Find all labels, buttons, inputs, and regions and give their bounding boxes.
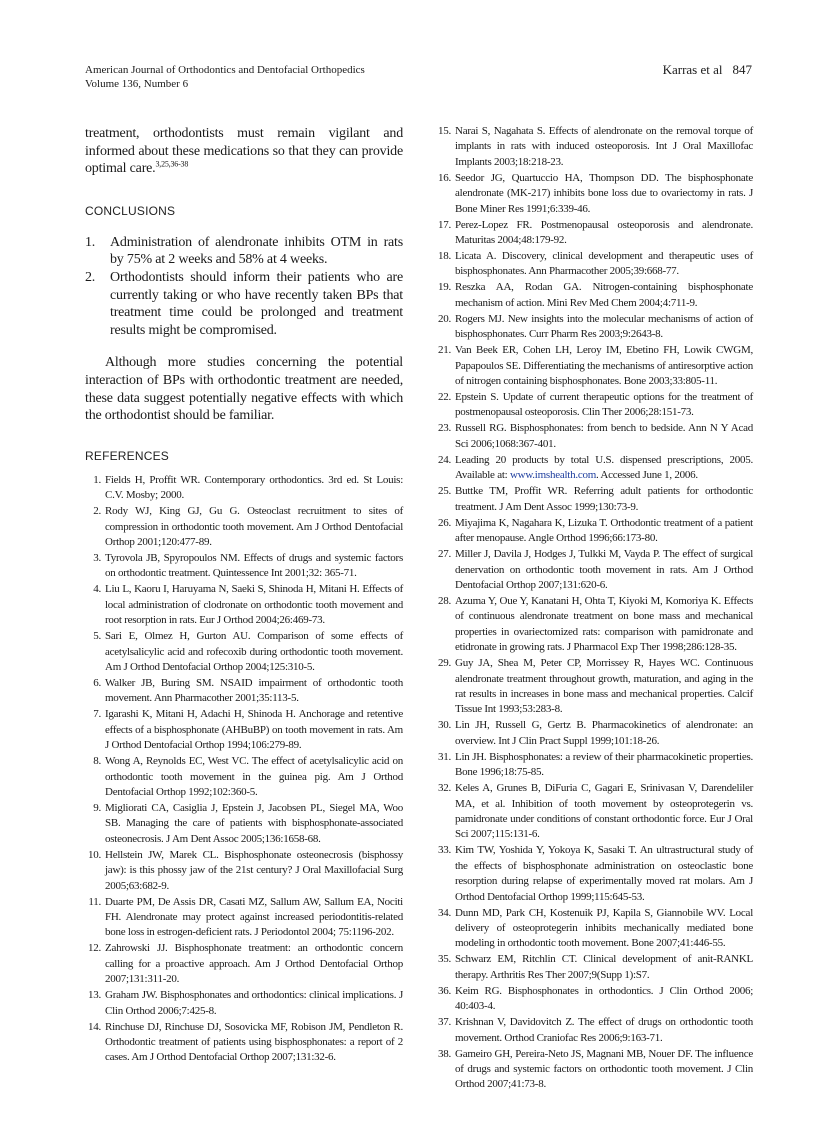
conclusion-item: [85, 269, 403, 339]
running-header: [85, 63, 365, 91]
reference-text: Duarte PM, De Assis DR, Casati MZ, Sallum AW, Sallum EA, Nociti FH. Alendronate may protect against increased periodontitis-related bone loss in estrogen-deficient rats. J Periodontol 2004; 75:1196-202.: [105, 895, 403, 939]
journal-volume: Volume 136, Number 6: [85, 78, 189, 90]
reference-text: Tyrovola JB, Spyropoulos NM. Effects of drugs and systemic factors on orthodontic treatment. Quintessence Int 2001;32: 365-71.: [105, 551, 403, 580]
reference-text: . Accessed June 1, 2006.: [596, 469, 698, 482]
page-number: 847: [732, 62, 752, 77]
reference-item: [435, 1015, 753, 1046]
reference-text: Schwarz EM, Ritchlin CT. Clinical development of anit-RANKL therapy. Arthritis Res Ther 2007;9(Supp 1):S7.: [455, 953, 753, 981]
reference-text: Rinchuse DJ, Rinchuse DJ, Sosovicka MF, Robison JM, Pendleton R. Orthodontic treatment of patients using bisphosphonates: a report of 2 cases. Am J Orthod Dentofacial Orthop 2007;131:32-6.: [105, 1020, 403, 1064]
reference-item: [85, 988, 403, 1019]
reference-number: 24.: [438, 453, 451, 466]
reference-item: [435, 171, 753, 217]
reference-item: [435, 750, 753, 781]
reference-item: [85, 473, 403, 504]
reference-item: [435, 984, 753, 1015]
reference-text: Narai S, Nagahata S. Effects of alendronate on the removal torque of implants in rats with induced osteoporosis. Int J Oral Maxillofac Implants 2003;18:218-23.: [455, 125, 753, 168]
reference-item: [85, 582, 403, 628]
reference-number: 3.: [93, 551, 101, 564]
reference-item: [85, 676, 403, 707]
reference-text: Keim RG. Bisphosphonates in orthodontics. J Clin Orthod 2006; 40:403-4.: [455, 984, 753, 1013]
reference-item: [85, 1020, 403, 1066]
reference-text: Leading 20 products by total U.S. dispensed prescriptions, 2005. Available at:: [455, 453, 753, 482]
reference-item: [85, 941, 403, 987]
reference-number: 8.: [93, 755, 101, 768]
reference-number: 35.: [438, 953, 451, 966]
citation: 3,25,36-38: [155, 159, 189, 169]
reference-item: [435, 453, 753, 484]
reference-number: 33.: [438, 844, 451, 857]
reference-text: Rogers MJ. New insights into the molecular mechanisms of action of bisphosphonates. Curr Pharm Res 2003;9:2643-8.: [455, 312, 753, 341]
reference-text: Lin JH. Bisphosphonates: a review of their pharmacokinetic properties. Bone 1996;18:75-85.: [455, 750, 753, 779]
reference-text: Russell RG. Bisphosphonates: from bench to bedside. Ann N Y Acad Sci 2006;1068:367-401.: [455, 422, 753, 450]
reference-item: [435, 484, 753, 515]
right-column: [435, 124, 753, 1093]
reference-text: Perez-Lopez FR. Postmenopausal osteoporosis and alendronate. Maturitas 2004;48:179-92.: [455, 218, 753, 247]
reference-number: 16.: [438, 171, 451, 184]
reference-text: Hellstein JW, Marek CL. Bisphosphonate osteonecrosis (bisphossy jaw): is this phossy jaw of the 21st century? J Oral Maxillofacial Surg 2005;63:682-9.: [105, 848, 403, 892]
reference-text: Gameiro GH, Pereira-Neto JS, Magnani MB, Nouer DF. The influence of drugs and systemic factors on orthodontic tooth movement. J Clin Orthod 2007;41:73-8.: [455, 1047, 753, 1091]
left-column: [85, 125, 403, 1066]
reference-item: [85, 629, 403, 675]
reference-number: 19.: [438, 281, 451, 294]
reference-number: 12.: [88, 942, 101, 955]
reference-text: Graham JW. Bisphosphonates and orthodontics: clinical implications. J Clin Orthod 2006;7:425-8.: [105, 989, 403, 1017]
conclusions-list: [85, 234, 403, 340]
reference-number: 2.: [93, 505, 101, 518]
reference-number: 4.: [93, 583, 101, 596]
reference-item: [85, 754, 403, 800]
authors: Karras et al: [662, 62, 723, 77]
reference-item: [435, 343, 753, 389]
reference-item: [85, 504, 403, 550]
item-text: Orthodontists should inform their patients who are currently taking or who have recently taken BPs that treatment time could be prolonged and treatment results might be compromised.: [110, 269, 403, 338]
reference-text: Miyajima K, Nagahara K, Lizuka T. Orthodontic treatment of a patient after menopause. Angle Orthod 1996;66:173-80.: [455, 516, 753, 545]
reference-item: [435, 280, 753, 311]
reference-item: [435, 594, 753, 656]
reference-text: Rody WJ, King GJ, Gu G. Osteoclast recruitment to sites of compression in orthodontic tooth movement. Am J Orthod Dentofacial Orthop 2001;120:477-89.: [105, 505, 403, 548]
reference-text: Buttke TM, Proffit WR. Referring adult patients for orthodontic treatment. J Am Dent Assoc 1999;130:73-9.: [455, 485, 753, 513]
reference-item: [85, 801, 403, 847]
page-header-right: [663, 63, 752, 77]
reference-number: 37.: [438, 1016, 451, 1029]
reference-item: [435, 218, 753, 249]
reference-text: Licata A. Discovery, clinical development and therapeutic uses of bisphosphonates. Ann Pharmacother 2005;39:668-77.: [455, 250, 753, 278]
conclusion-item: [85, 234, 403, 269]
reference-text: Van Beek ER, Cohen LH, Leroy IM, Ebetino FH, Lowik CWGM, Papapoulos SE. Differentiating the mechanisms of antiresorptive action of nitrogen containing bisphosphonates. Bone 2003;33:805-11.: [455, 344, 753, 388]
reference-text: Igarashi K, Mitani H, Adachi H, Shinoda H. Anchorage and retentive effects of a bisphosphonate (AHBuBP) on tooth movement in rats. Am J Orthod Dentofacial Orthop 1994;106:279-89.: [105, 708, 403, 752]
reference-number: 18.: [438, 250, 451, 263]
reference-text: Lin JH, Russell G, Gertz B. Pharmacokinetics of alendronate: an overview. Int J Clin Pract Suppl 1999;101:18-26.: [455, 719, 753, 747]
journal-title: American Journal of Orthodontics and Dentofacial Orthopedics: [85, 64, 365, 76]
reference-number: 30.: [438, 719, 451, 732]
reference-text: Migliorati CA, Casiglia J, Epstein J, Jacobsen PL, Siegel MA, Woo SB. Managing the care of patients with bisphosphonate-associated osteonecrosis. J Am Dent Assoc 2005;136:1658-68.: [105, 802, 403, 845]
reference-text: Miller J, Davila J, Hodges J, Tulkki M, Vayda P. The effect of surgical denervation on orthodontic tooth movement in rats. Am J Orthod Dentofacial Orthop 2007;131:620-6.: [455, 548, 753, 591]
reference-text: Seedor JG, Quartuccio HA, Thompson DD. The bisphosphonate alendronate (MK-217) inhibits bone loss due to ovariectomy in rats. J Bone Miner Res 1991;6:339-46.: [455, 171, 753, 215]
reference-item: [435, 249, 753, 280]
reference-item: [435, 124, 753, 170]
reference-item: [435, 906, 753, 952]
reference-number: 10.: [88, 848, 101, 861]
reference-text: Krishnan V, Davidovitch Z. The effect of drugs on orthodontic tooth movement. Orthod Craniofac Res 2006;9:163-71.: [455, 1016, 753, 1044]
reference-text: Sari E, Olmez H, Gurton AU. Comparison of some effects of acetylsalicylic acid and rofecoxib during orthodontic tooth movement. Am J Orthod Dentofacial Orthop 2004;125:310-5.: [105, 630, 403, 673]
reference-text: Keles A, Grunes B, DiFuria C, Gagari E, Srinivasan V, Darendeliler MA, et al. Inhibition of tooth movement by osteoprotegerin vs. pamidronate under conditions of constant orthodontic force. Eur J Oral Sci 2007;115:131-6.: [455, 782, 753, 841]
reference-text: Kim TW, Yoshida Y, Yokoya K, Sasaki T. An ultrastructural study of the effects of bisphosphonate administration on osteoclastic bone resorption during relapse of experimentally moved rat molars. Am J Orthod Dentofacial Orthop 1999;115:645-53.: [455, 844, 753, 903]
reference-item: [85, 848, 403, 894]
reference-number: 13.: [88, 989, 101, 1002]
reference-number: 17.: [438, 218, 451, 231]
references-list-left: [85, 473, 403, 1066]
reference-number: 11.: [88, 895, 101, 908]
reference-text: Walker JB, Buring SM. NSAID impairment of orthodontic tooth movement. Ann Pharmacother 2001;35:113-5.: [105, 676, 403, 705]
reference-item: [85, 551, 403, 582]
reference-number: 29.: [438, 657, 451, 670]
reference-number: 32.: [438, 782, 451, 795]
references-heading: REFERENCES: [85, 448, 170, 463]
reference-text: Reszka AA, Rodan GA. Nitrogen-containing bisphosphonate mechanism of action. Mini Rev Med Chem 2004;4:711-9.: [455, 281, 753, 309]
item-number: 2.: [85, 269, 96, 285]
reference-text: Guy JA, Shea M, Peter CP, Morrissey R, Hayes WC. Continuous alendronate treatment throughout growth, maturation, and aging in the rat results in increases in bone mass and mechanical properties. Calcif Tissue Int 1993;53:283-8.: [455, 657, 753, 716]
item-text: Administration of alendronate inhibits OTM in rats by 75% at 2 weeks and 58% at 4 weeks.: [110, 234, 403, 268]
reference-number: 25.: [438, 485, 451, 498]
reference-text: Liu L, Kaoru I, Haruyama N, Saeki S, Shinoda H, Mitani H. Effects of local administration of clodronate on orthodontic tooth movement and root resorption in rats. Eur J Orthod 2004;26:469-73.: [105, 583, 403, 627]
reference-item: [435, 1047, 753, 1093]
reference-link[interactable]: www.imshealth.com: [509, 469, 597, 482]
reference-number: 6.: [93, 676, 101, 689]
reference-number: 14.: [88, 1020, 101, 1033]
reference-number: 26.: [438, 516, 451, 529]
reference-item: [435, 843, 753, 905]
reference-item: [85, 707, 403, 753]
reference-text: Wong A, Reynolds EC, West VC. The effect of acetylsalicylic acid on orthodontic tooth movement in the guinea pig. Am J Orthod Dentofacial Orthop 1992;102:360-5.: [105, 755, 403, 798]
reference-number: 36.: [438, 984, 451, 997]
reference-number: 20.: [438, 312, 451, 325]
reference-number: 34.: [438, 906, 451, 919]
reference-item: [435, 516, 753, 547]
reference-item: [435, 718, 753, 749]
references-list-right: [435, 124, 753, 1093]
reference-item: [435, 421, 753, 452]
intro-text: treatment, orthodontists must remain vigilant and informed about these medications so that they can provide optimal care.: [85, 126, 403, 177]
reference-text: Zahrowski JJ. Bisphosphonate treatment: an orthodontic concern calling for a proactive approach. Am J Orthod Dentofacial Orthop 2007;131:311-20.: [105, 942, 403, 986]
reference-item: [435, 312, 753, 343]
conclusions-heading: CONCLUSIONS: [85, 203, 176, 218]
reference-item: [435, 656, 753, 718]
reference-text: Dunn MD, Park CH, Kostenuik PJ, Kapila S, Giannobile WV. Local delivery of osteoprotegerin inhibits mechanically mediated bone modeling in orthodontic tooth movement. Bone 2007;41:446-55.: [455, 906, 753, 950]
reference-number: 9.: [93, 802, 101, 814]
reference-number: 21.: [438, 344, 451, 357]
item-number: 1.: [85, 234, 96, 250]
reference-number: 27.: [438, 548, 451, 561]
reference-item: [435, 390, 753, 421]
reference-number: 5.: [93, 630, 101, 643]
intro-paragraph: [85, 125, 403, 178]
reference-text: Fields H, Proffit WR. Contemporary orthodontics. 3rd ed. St Louis: C.V. Mosby; 2000.: [105, 473, 403, 502]
reference-item: [85, 895, 403, 941]
reference-number: 15.: [438, 125, 451, 137]
reference-number: 23.: [438, 422, 451, 435]
reference-number: 31.: [438, 750, 451, 763]
reference-item: [435, 952, 753, 983]
reference-number: 38.: [438, 1047, 451, 1060]
reference-item: [435, 781, 753, 843]
conclusion-paragraph: Although more studies concerning the potential interaction of BPs with orthodontic treatment are needed, these data suggest potentially negative effects with which the orthodontist should be familiar.: [85, 355, 403, 424]
reference-number: 22.: [438, 391, 451, 404]
reference-number: 7.: [93, 708, 101, 721]
reference-item: [435, 547, 753, 593]
reference-number: 28.: [438, 594, 451, 607]
reference-number: 1.: [93, 473, 101, 486]
reference-text: Epstein S. Update of current therapeutic options for the treatment of postmenopausal osteoporosis. Clin Ther 2006;28:151-73.: [455, 391, 753, 419]
reference-text: Azuma Y, Oue Y, Kanatani H, Ohta T, Kiyoki M, Komoriya K. Effects of continuous alendronate treatment on bone mass and mechanical properties in ovariectomized rats: comparison with pamidronate and etidronate in growing rats. J Pharmacol Exp Ther 1998;286:128-35.: [455, 594, 753, 654]
